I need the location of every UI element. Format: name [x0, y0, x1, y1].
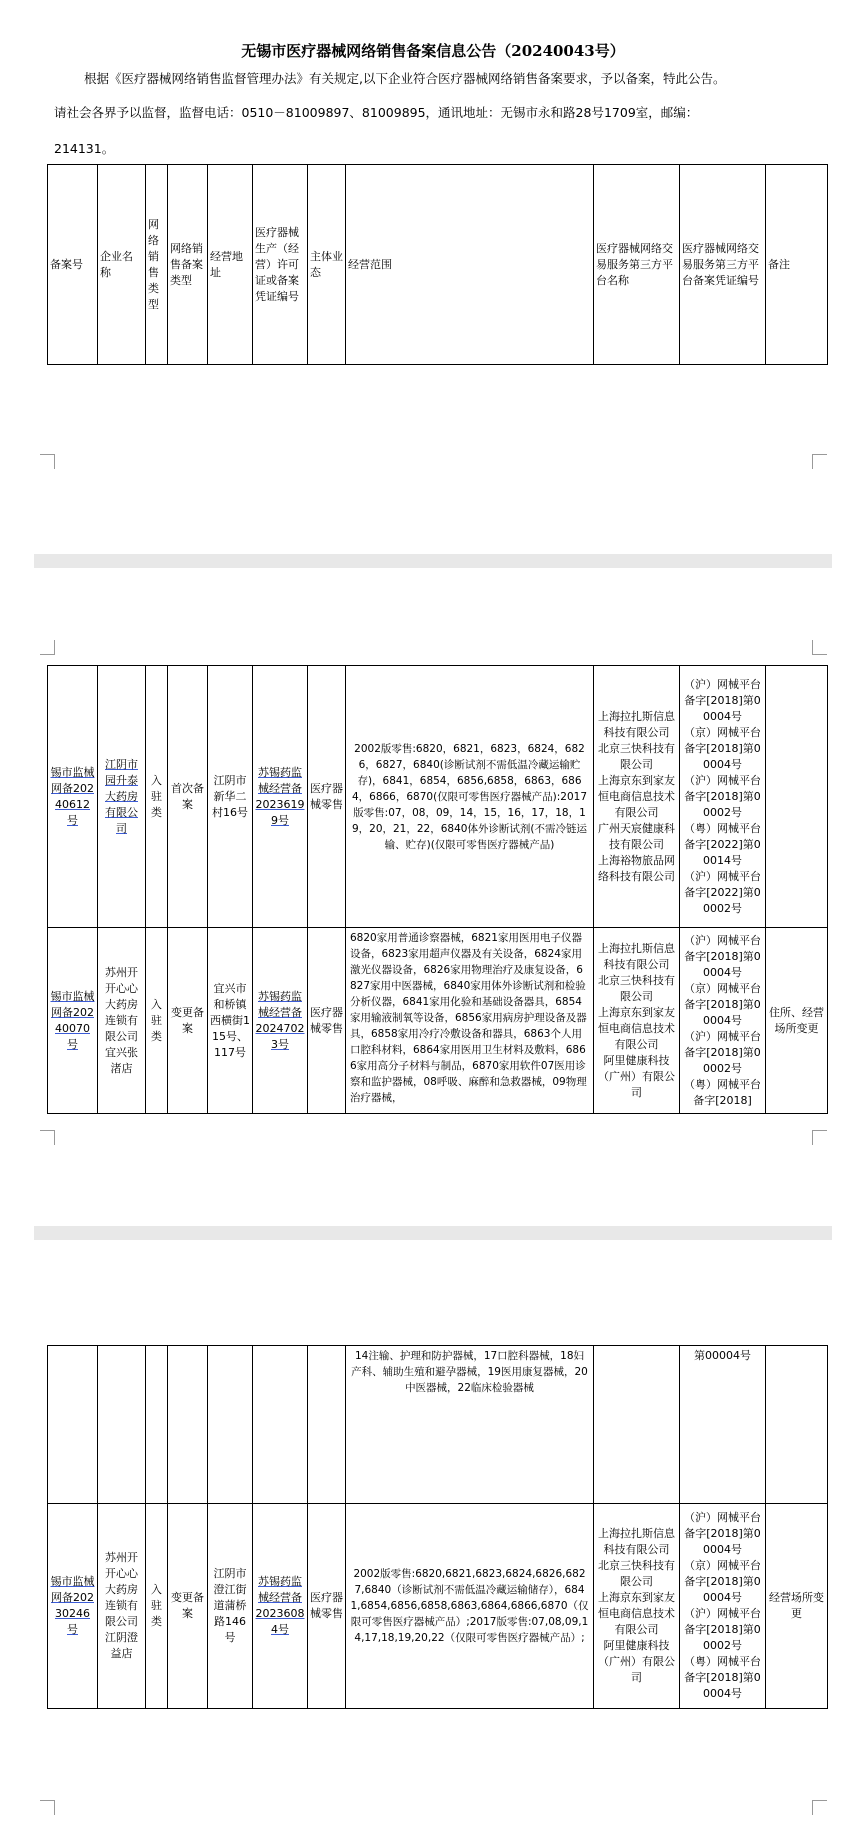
page-gap	[34, 554, 832, 568]
platform-name: 上海拉扎斯信息科技有限公司	[598, 941, 675, 971]
header-address: 经营地址	[208, 165, 253, 365]
records-table-page-3	[47, 1345, 828, 1709]
platform-name: 北京三快科技有限公司	[598, 1559, 675, 1588]
header-business: 主体业态	[308, 165, 346, 365]
business-scope: 2002版零售:6820，6821，6823，6824，6826，6827，6840(诊断试剂不需低温冷藏运输贮存)，6841，6854，6856,6858，6863，6864，6866，6870(仅限可零售医疗器械产品):2017版零售:07，08，09，14，15，16，17，18，19，20，21，22，6840体外诊断试剂(不需冷链运输、贮存)(仅限可零售医疗器械产品)	[346, 666, 594, 928]
table-row	[48, 666, 828, 928]
platform-record: （京）网械平台备字[2018]第00004号	[684, 1559, 761, 1604]
address: 宜兴市和桥镇西横街115号、117号	[208, 928, 253, 1114]
platform-record: （沪）网械平台备字[2018]第00004号	[684, 677, 761, 723]
corner-mark	[812, 454, 827, 469]
sales-type: 入驻类	[146, 928, 168, 1114]
table-row-continued	[48, 1346, 828, 1504]
platform-name: 上海京东到家友恒电商信息技术有限公司	[598, 773, 675, 819]
company-name: 苏州开开心心大药房连锁有限公司江阴澄益店	[98, 1504, 146, 1709]
header-filing-no: 备案号	[48, 165, 98, 365]
platform-name: 北京三快科技有限公司	[598, 741, 675, 771]
platform-record: （京）网械平台备字[2018]第00004号	[684, 981, 761, 1027]
business-scope-continued: 14注输、护理和防护器械，17口腔科器械，18妇产科、辅助生殖和避孕器械，19医用康复器械，20中医器械，22临床检验器械	[346, 1346, 594, 1504]
platform-name: 上海拉扎斯信息科技有限公司	[598, 709, 675, 739]
header-remark: 备注	[766, 165, 828, 365]
business-type: 医疗器械零售	[308, 666, 346, 928]
page-2	[0, 640, 866, 1210]
notice-title: 无锡市医疗器械网络销售备案信息公告（20240043号）	[241, 42, 625, 60]
table-row	[48, 1504, 828, 1709]
business-scope: 2002版零售:6820,6821,6823,6824,6826,6827,6840（诊断试剂不需低温冷藏运输储存），6841,6854,6856,6858,6863,6864,6866,6870（仅限可零售医疗器械产品）;2017版零售:07,08,09,14,17,18,19,20,22（仅限可零售医疗器械产品）;	[346, 1504, 594, 1709]
filing-type: 变更备案	[168, 1504, 208, 1709]
platform-record: （粤）网械平台备字[2018]第00004号	[684, 1655, 761, 1700]
platform-record-list	[680, 666, 766, 928]
address: 江阴市新华二村16号	[208, 666, 253, 928]
filing-type: 首次备案	[168, 666, 208, 928]
intro-paragraph-3: 214131。	[54, 141, 115, 156]
license-no: 苏锡药监械经营备20236199号	[253, 666, 308, 928]
platform-name: 广州天宸健康科技有限公司	[598, 821, 675, 851]
corner-mark	[812, 1800, 827, 1815]
header-sales-type: 网络销售类型	[146, 165, 168, 365]
platform-record: （沪）网械平台备字[2018]第00002号	[684, 773, 761, 819]
platform-name: 北京三快科技有限公司	[598, 973, 675, 1003]
filing-type: 变更备案	[168, 928, 208, 1114]
header-company: 企业名称	[98, 165, 146, 365]
header-scope: 经营范围	[346, 165, 594, 365]
platform-name: 阿里健康科技（广州）有限公司	[598, 1639, 675, 1684]
page-3	[0, 1320, 866, 1835]
remark: 经营场所变更	[766, 1504, 828, 1709]
license-no: 苏锡药监械经营备20247023号	[253, 928, 308, 1114]
business-type: 医疗器械零售	[308, 928, 346, 1114]
platform-record: （沪）网械平台备字[2018]第00004号	[684, 933, 761, 979]
sales-type: 入驻类	[146, 666, 168, 928]
platform-record: （沪）网械平台备字[2018]第00002号	[684, 1607, 761, 1652]
header-license: 医疗器械生产（经营）许可证或备案凭证编号	[253, 165, 308, 365]
business-type: 医疗器械零售	[308, 1504, 346, 1709]
corner-mark	[40, 454, 55, 469]
platform-record: （沪）网械平台备字[2018]第00004号	[684, 1511, 761, 1556]
header-table	[47, 164, 828, 365]
filing-no: 锡市监械网备20230246号	[48, 1504, 98, 1709]
platform-name: 上海京东到家友恒电商信息技术有限公司	[598, 1591, 675, 1636]
platform-name: 上海拉扎斯信息科技有限公司	[598, 1527, 675, 1556]
records-table-page-2	[47, 665, 828, 1114]
platform-record-continued: 第00004号	[680, 1346, 766, 1504]
filing-no: 锡市监械网备20240070号	[48, 928, 98, 1114]
header-platform: 医疗器械网络交易服务第三方平台名称	[594, 165, 680, 365]
address: 江阴市澄江街道蒲桥路146号	[208, 1504, 253, 1709]
platform-record: （京）网械平台备字[2018]第00004号	[684, 725, 761, 771]
platform-record-list	[680, 1504, 766, 1709]
corner-mark	[40, 1800, 55, 1815]
platform-name: 上海裕物旅品网络科技有限公司	[598, 853, 675, 883]
corner-mark	[40, 1130, 55, 1145]
platform-record: （粤）网械平台备字[2022]第00014号	[684, 821, 761, 867]
platform-name: 阿里健康科技（广州）有限公司	[598, 1053, 675, 1099]
header-platform-record: 医疗器械网络交易服务第三方平台备案凭证编号	[680, 165, 766, 365]
intro-paragraph-1: 根据《医疗器械网络销售监督管理办法》有关规定,以下企业符合医疗器械网络销售备案要求，予以备案，特此公告。	[84, 71, 726, 86]
platform-record-list	[680, 928, 766, 1114]
sales-type: 入驻类	[146, 1504, 168, 1709]
remark: 住所、经营场所变更	[766, 928, 828, 1114]
corner-mark	[812, 1130, 827, 1145]
platform-name: 上海京东到家友恒电商信息技术有限公司	[598, 1005, 675, 1051]
page-gap	[34, 1226, 832, 1240]
remark	[766, 666, 828, 928]
platform-record: （沪）网械平台备字[2018]第00002号	[684, 1029, 761, 1075]
corner-mark	[40, 640, 55, 655]
corner-mark	[812, 640, 827, 655]
filing-no: 锡市监械网备20240612号	[48, 666, 98, 928]
business-scope: 6820家用普通诊察器械，6821家用医用电子仪器设备，6823家用超声仪器及有关设备，6824家用激光仪器设备，6826家用物理治疗及康复设备，6827家用中医器械，6840家用体外诊断试剂和检验分析仪器，6841家用化验和基础设备器具，6854家用输液制氧等设备，6856家用病房护理设备及器具，6858家用冷疗冷敷设备和器具，6863个人用口腔科材料，6864家用医用卫生材料及敷料，6866家用高分子材料与制品，6870家用软件07医用诊察和监护器械，08呼吸、麻醉和急救器械，09物理治疗器械，	[346, 928, 594, 1114]
license-no: 苏锡药监械经营备20236084号	[253, 1504, 308, 1709]
header-filing-type: 网络销售备案类型	[168, 165, 208, 365]
platform-list	[594, 1504, 680, 1709]
intro-paragraph-2: 请社会各界予以监督，监督电话：0510－81009897、81009895，通讯地址：无锡市永和路28号1709室，邮编：	[54, 105, 699, 120]
platform-list	[594, 928, 680, 1114]
table-row	[48, 928, 828, 1114]
company-name: 苏州开开心心大药房连锁有限公司宜兴张渚店	[98, 928, 146, 1114]
platform-list	[594, 666, 680, 928]
page-1	[0, 0, 866, 470]
company-name: 江阴市园升泰大药房有限公司	[98, 666, 146, 928]
platform-record: （沪）网械平台备字[2022]第00002号	[684, 869, 761, 915]
platform-record: （粤）网械平台备字[2018]	[684, 1077, 761, 1107]
